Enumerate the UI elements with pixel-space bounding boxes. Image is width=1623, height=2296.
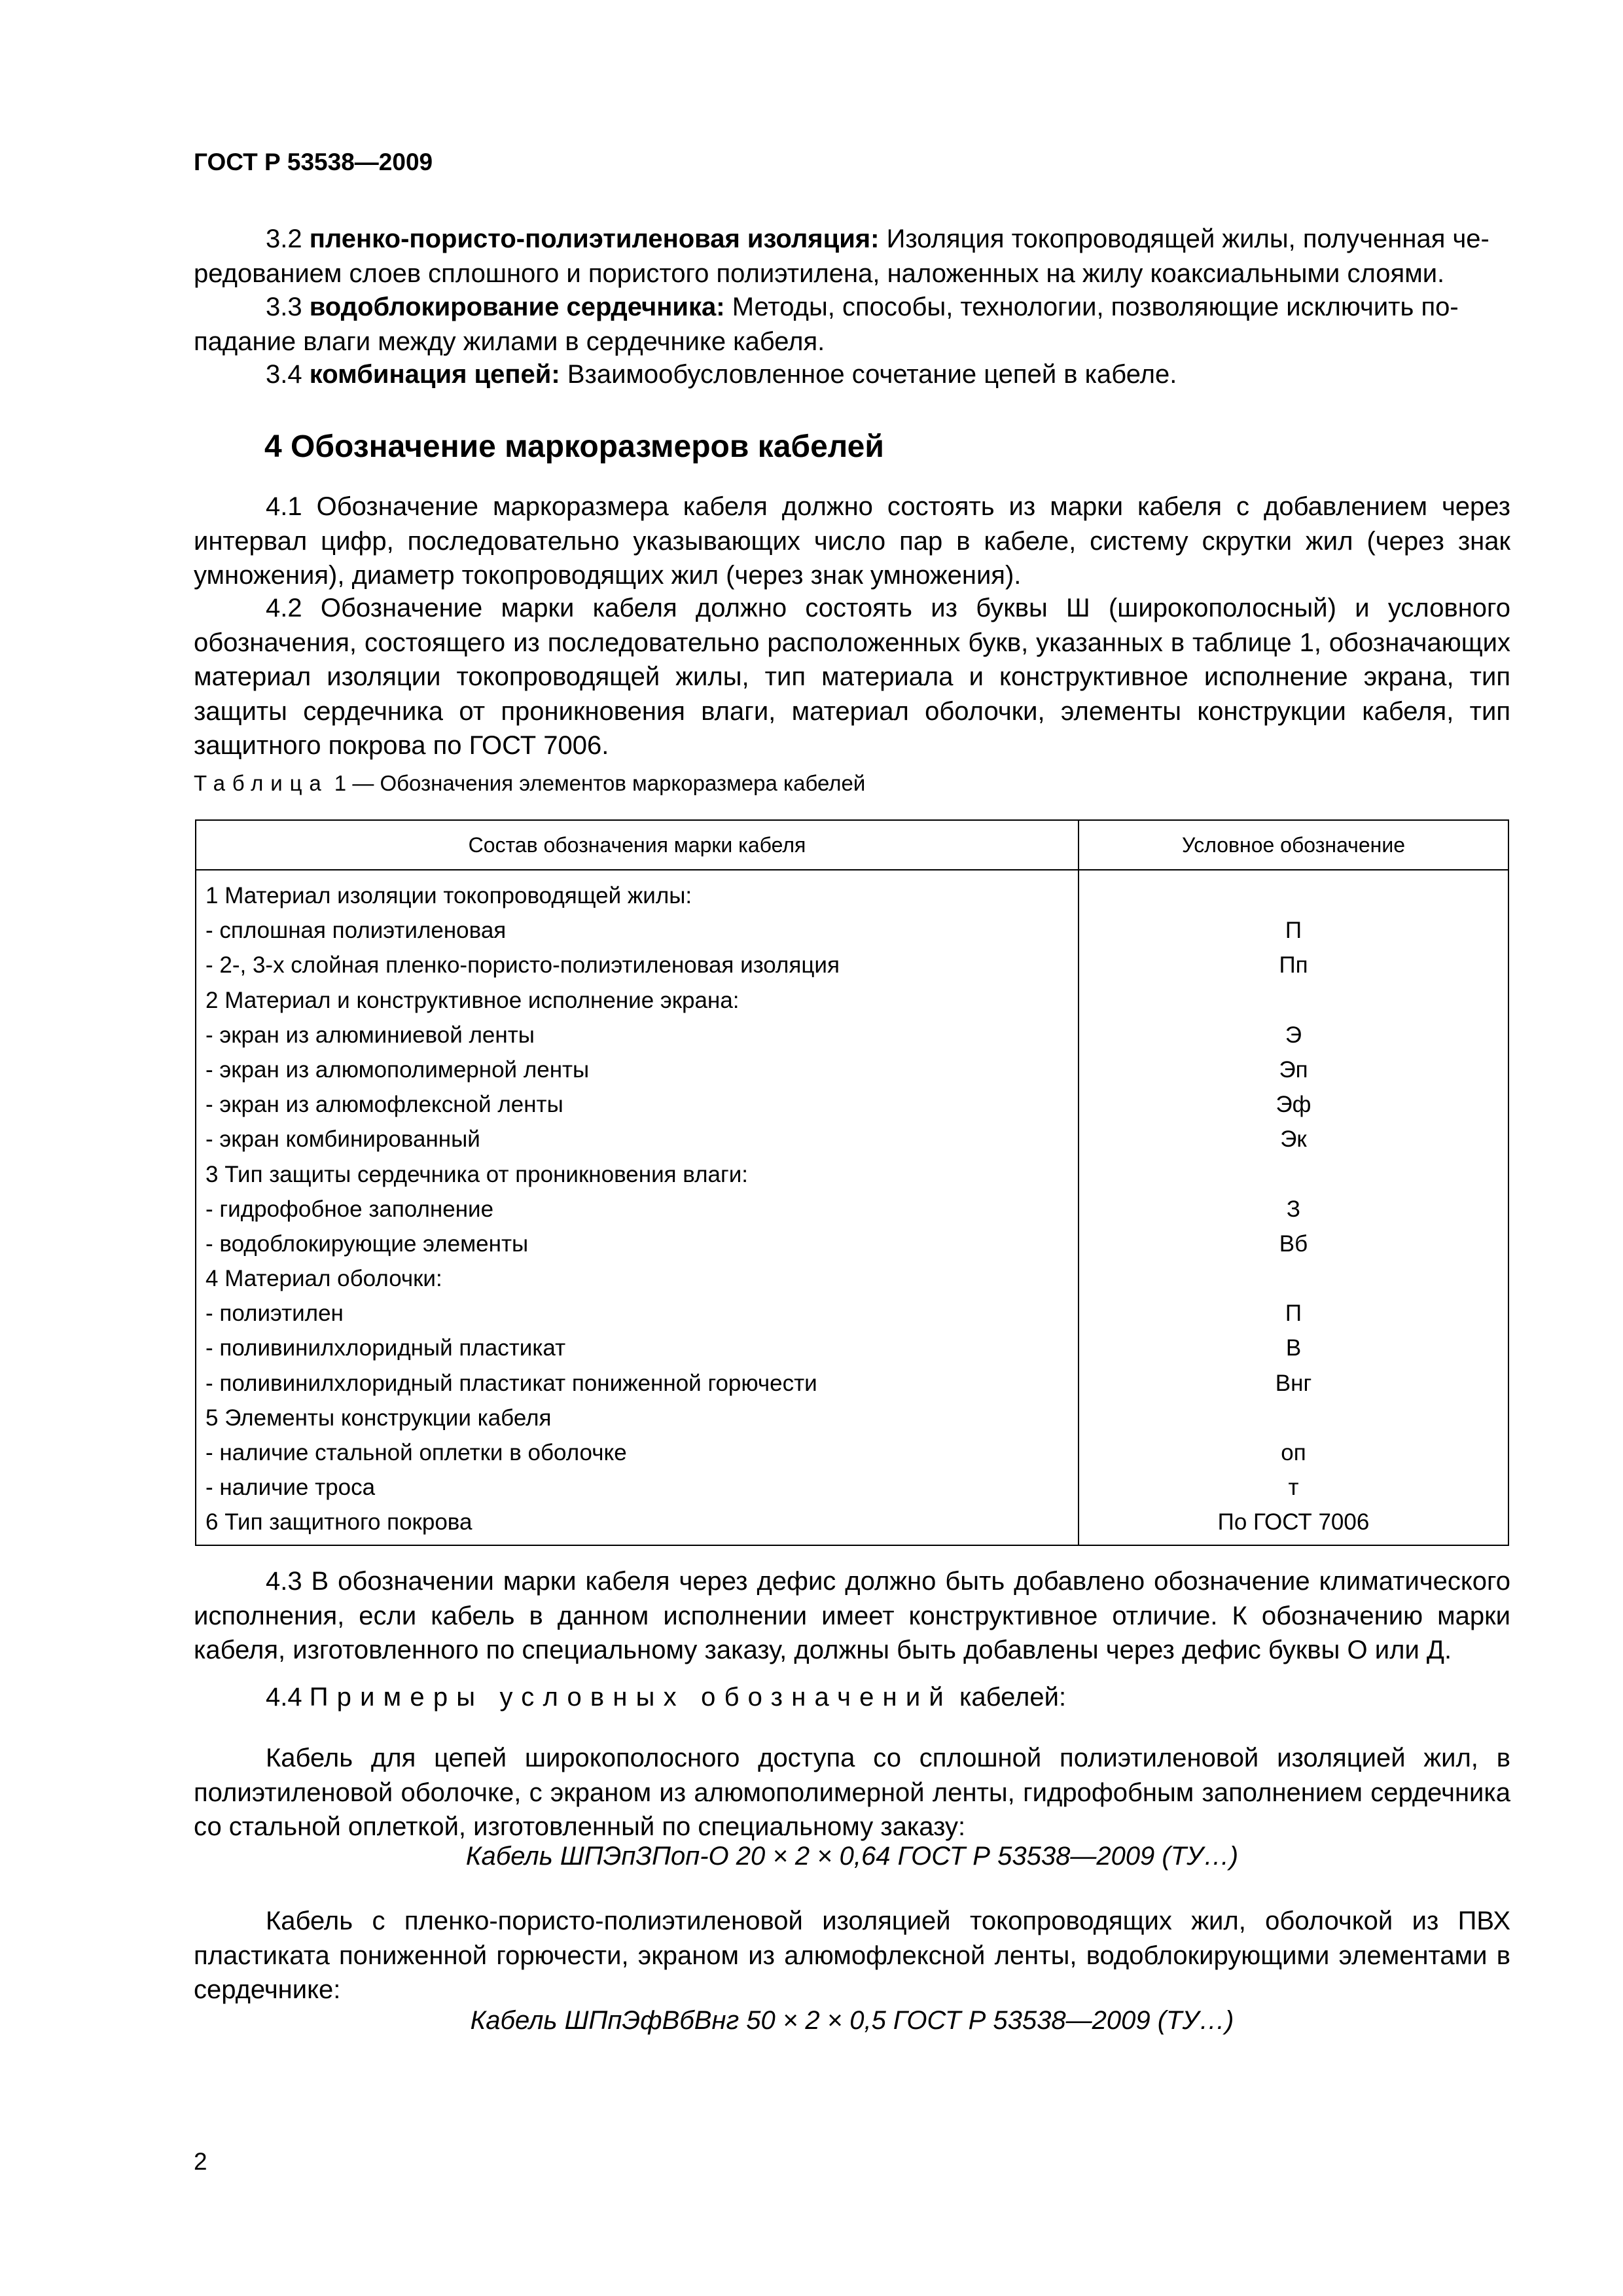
paragraph-4-3: 4.3 В обозначении марки кабеля через дефис должно быть добавлено обозначение климатического исполнения, если кабель в данном исполнении имеет конструктивное отличие. К обозначению марки кабеля, изготовленного по специальному заказу, должны быть добавлены через дефис буквы О или Д. [194,1567,1510,1664]
section-title: 4 Обозначение маркоразмеров кабелей [264,429,884,464]
table-cell-composition: 1 Материал изоляции токопроводящей жилы: [205,883,692,908]
paragraph-4-2: 4.2 Обозначение марки кабеля должно состоять из буквы Ш (широкополосный) и условного обозначения, состоящего из последовательно расположенных букв, указанных в таблице 1, обозначающих материал изоляции токопроводящей жилы, тип материала и конструктивное исполнение экрана, тип защиты сердечника от проникновения влаги, материал оболочки, элементы конструкции кабеля, тип защитного покрова по ГОСТ 7006. [194,594,1510,760]
paragraph-4-1: 4.1 Обозначение маркоразмера кабеля должно состоять из марки кабеля с добавлением через интервал цифр, последовательно указывающих число пар в кабеле, систему скрутки жил (через знак умножения), диаметр токопроводящих жил (через знак умножения). [194,492,1510,590]
table-row [196,1052,1508,1087]
definition-number: 3.2 [266,224,302,253]
table-cell-composition: - 2-, 3-х слойная пленко-пористо-полиэтиленовая изоляция [205,952,840,978]
table-cell-composition: - наличие стальной оплетки в оболочке [205,1440,627,1465]
table-row [196,1366,1508,1401]
table-cell-designation: Э [1285,1022,1302,1048]
table-cell-designation: Эк [1280,1126,1307,1153]
table-cell-designation: П [1285,1300,1302,1327]
definition-3-4 [194,357,1510,392]
table-row [196,1435,1508,1470]
table-header-divider [196,869,1508,870]
table-row [196,1018,1508,1052]
table-cell-composition: - экран комбинированный [205,1126,480,1153]
table-cell-composition: - полиэтилен [205,1300,344,1327]
table-caption: Таблица 1 — Обозначения элементов маркоразмера кабелей [194,771,866,795]
table-cell-composition: - экран из алюмополимерной ленты [205,1056,590,1083]
definition-number: 3.4 [266,360,302,389]
table-row [196,1331,1508,1365]
table-cell-composition: 3 Тип защиты сердечника от проникновения влаги: [205,1161,749,1187]
table-cell-composition: - экран из алюминиевой ленты [205,1022,535,1048]
table-cell-designation: Эп [1279,1056,1308,1083]
table-row [196,913,1508,948]
table-row [196,1505,1508,1539]
table-cell-composition: - водоблокирующие элементы [205,1230,529,1257]
table-cell-designation: Пп [1279,952,1308,978]
table-row [196,878,1508,913]
table-cell-designation: П [1285,918,1302,944]
table-cell-composition: - сплошная полиэтиленовая [205,918,507,944]
definition-text: Взаимообусловленное сочетание цепей в кабеле. [567,360,1177,389]
table-row [196,1157,1508,1192]
table-body [196,878,1508,1540]
table-cell-designation: Эф [1275,1092,1311,1118]
table-cell-designation: Внг [1275,1370,1312,1396]
definition-3-3 [194,290,1510,359]
table-cell-composition: - поливинилхлоридный пластикат [205,1335,566,1361]
table-cell-designation: З [1286,1196,1301,1222]
table-cell-composition: 5 Элементы конструкции кабеля [205,1405,552,1431]
table-row [196,1192,1508,1227]
document-header: ГОСТ Р 53538—2009 [194,149,433,175]
definition-text-continued: падание влаги между жилами в сердечнике кабеля. [194,327,825,356]
table-row [196,1401,1508,1435]
table-row [196,1122,1508,1157]
definition-term: комбинация цепей: [309,360,560,389]
table-cell-composition: - поливинилхлоридный пластикат пониженной горючести [205,1370,817,1396]
definition-text: Изоляция токопроводящей жилы, полученная че- [886,224,1489,253]
table-cell-composition: 6 Тип защитного покрова [205,1509,473,1535]
table-cell-designation: Вб [1279,1230,1308,1257]
example-2-formula: Кабель ШПпЭфВбВнг 50 × 2 × 0,5 ГОСТ Р 53538—2009 (ТУ…) [470,2006,1234,2035]
example-1-text: Кабель для цепей широкополосного доступа со сплошной полиэтиленовой изоляцией жил, в полиэтиленовой оболочке, с экраном из алюмополимерной ленты, гидрофобным заполнением сердечника со стальной оплеткой, изготовленный по специальному заказу: [194,1744,1510,1841]
table-header-composition: Состав обозначения марки кабеля [468,833,806,857]
definition-number: 3.3 [266,293,302,321]
table-cell-designation: В [1285,1335,1302,1361]
table-row [196,1470,1508,1505]
table-cell-composition: 2 Материал и конструктивное исполнение экрана: [205,987,740,1013]
table-cell-composition: - экран из алюмофлексной ленты [205,1092,563,1118]
table-cell-composition: - гидрофобное заполнение [205,1196,494,1222]
table-row [196,983,1508,1018]
table-cell-composition: 4 Материал оболочки: [205,1266,442,1292]
definition-text: Методы, способы, технологии, позволяющие исключить по- [732,293,1459,321]
page-number: 2 [194,2148,207,2175]
table-cell-designation: т [1288,1475,1299,1501]
table-header-designation: Условное обозначение [1182,833,1405,857]
table-row [196,1296,1508,1331]
table-row [196,1227,1508,1261]
table-cell-designation: По ГОСТ 7006 [1217,1509,1370,1535]
table-row [196,1261,1508,1296]
definition-3-2 [194,222,1510,291]
definition-text-continued: редованием слоев сплошного и пористого полиэтилена, наложенных на жилу коаксиальными слоями. [194,259,1445,288]
table-row [196,1087,1508,1122]
paragraph-4-4: 4.4 Примеры условных обозначений кабелей: [266,1683,1067,1712]
example-2-text: Кабель с пленко-пористо-полиэтиленовой изоляцией токопроводящих жил, оболочкой из ПВХ пластиката пониженной горючести, экраном из алюмофлексной ленты, водоблокирующими элементами в сердечнике: [194,1907,1510,2004]
designation-table [195,819,1509,1546]
definition-term: водоблокирование сердечника: [309,293,725,321]
example-1-formula: Кабель ШПЭпЗПоп-О 20 × 2 × 0,64 ГОСТ Р 53538—2009 (ТУ…) [465,1842,1239,1871]
table-cell-composition: - наличие троса [205,1475,376,1501]
definition-term: пленко-пористо-полиэтиленовая изоляция: [309,224,880,253]
table-row [196,948,1508,982]
table-cell-designation: оп [1281,1440,1306,1465]
